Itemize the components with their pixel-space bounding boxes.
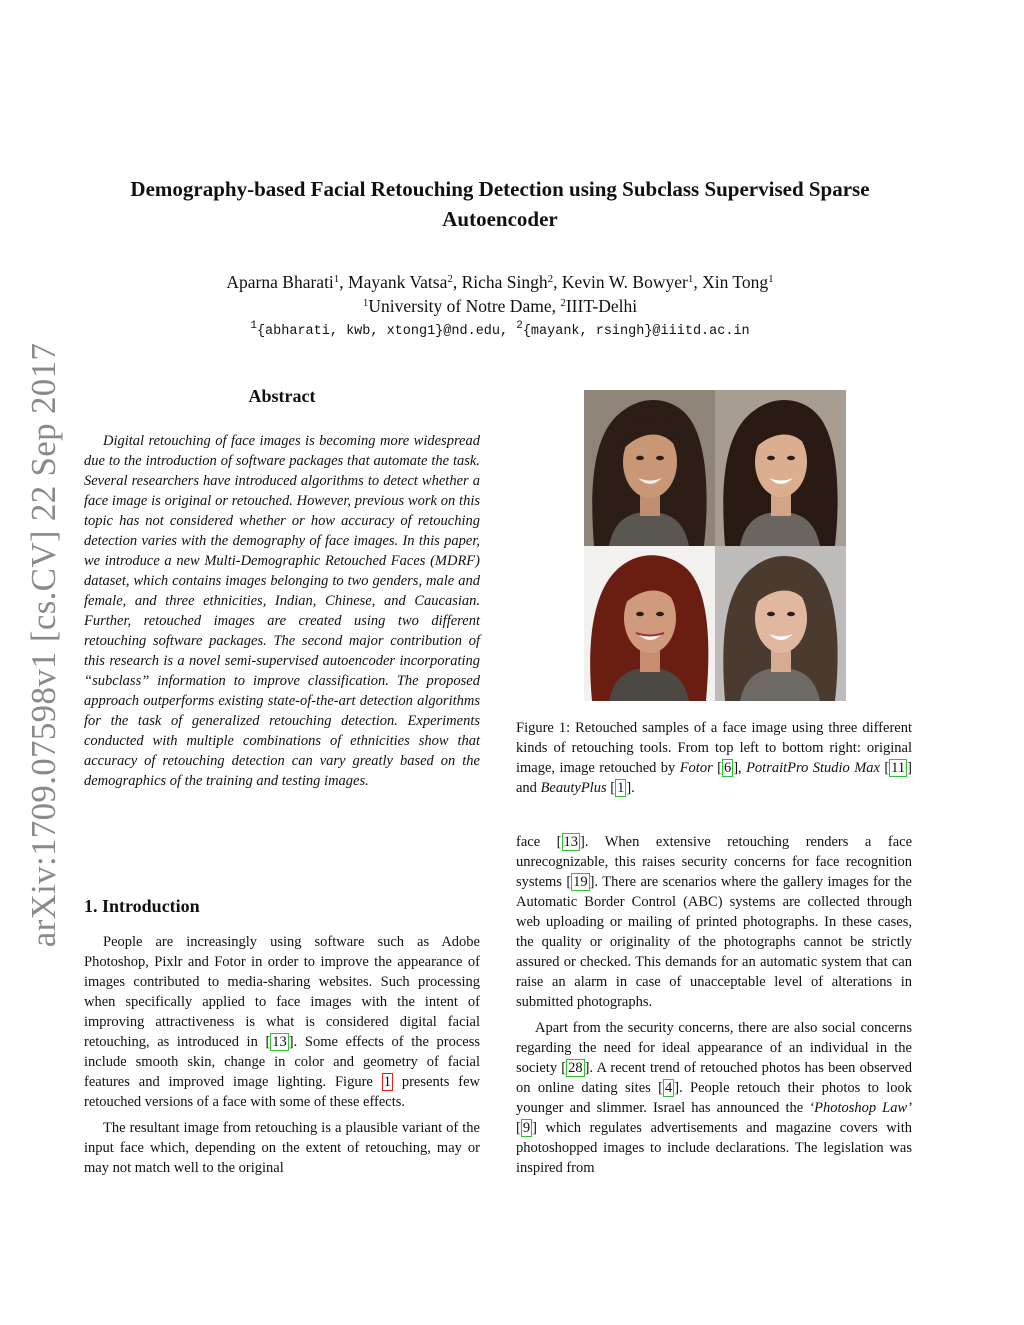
tool-name: Fotor (679, 760, 713, 776)
author-name: Mayank Vatsa (348, 272, 448, 292)
citation-link[interactable]: 19 (573, 874, 588, 890)
figure-retouched-faces (584, 390, 846, 701)
face-photo-fotor (715, 390, 846, 546)
affiliations: $^1$University of Notre Dame, $^2$IIIT-Delhi (362, 296, 638, 316)
author-block (90, 270, 910, 344)
author-affil-mark: 2 (447, 273, 453, 285)
email-mark: 2 (516, 320, 523, 332)
author-emails: $^1${abharati, kwb, xtong1}@nd.edu, $^2${mayank, rsingh}@iiitd.ac.in (250, 320, 750, 339)
citation-link[interactable]: 13 (563, 834, 579, 850)
citation-link[interactable]: 6 (723, 760, 732, 776)
abstract-text: Digital retouching of face images is becoming more widespread due to the introduction of software packages that automate the task. Several researchers have introduced algorithms to detect whether a face image is original or retouched. However, previous work on this topic has not considered whether or how accuracy of retouching detection varies with the demography of face images. In this paper, we introduce a new Multi-Demographic Retouched Faces (MDRF) dataset, which contains images belonging to two genders, male and female, and three ethnicities, Indian, Chinese, and Caucasian. Further, retouched images are created using two different retouching software packages. The second major contribution of this research is a novel semi-supervised autoencoder incorporating “subclass” information to improve classification. The proposed approach outperforms existing state-of-the-art detection algorithms for the task of generalized retouching detection. Experiments conducted with multiple combinations of ethnicities show that accuracy of retouching detection can vary greatly based on the demographics of the training and testing images. (84, 433, 480, 789)
paragraph: face [ 13 ]. When extensive retouching renders a face unrecognizable, this raises security concerns for face recognition systems [ 19 ]. There are scenarios where the gallery images for the Automatic Border Control (ABC) systems are collected through web uploading or mailing of printed photographs. In these cases, the quality or originality of the photographs cannot be strictly assured or checked. This demands for an automatic system that can raise an alarm in case of unacceptable level of alterations in submitted photographs. (516, 834, 912, 1010)
citation-link[interactable]: 4 (664, 1080, 673, 1096)
author-list: Aparna Bharati$^1$, Mayank Vatsa$^2$, Richa Singh$^2$, Kevin W. Bowyer$^1$, Xin Tong$^1$ (226, 272, 774, 292)
author-name: Richa Singh (461, 272, 548, 292)
citation-link[interactable]: 1 (617, 780, 625, 796)
law-name: ‘Photoshop Law’ (809, 1100, 912, 1116)
author-name: Kevin W. Bowyer (561, 272, 688, 292)
affil-mark: 2 (560, 297, 566, 309)
affiliation-name: IIIT-Delhi (565, 296, 638, 316)
paragraph: The resultant image from retouching is a plausible variant of the input face which, depending on the extent of retouching, may or may not match well to the original (84, 1120, 480, 1176)
email-mark: 1 (250, 320, 257, 332)
tool-name: BeautyPlus (540, 780, 607, 796)
citation-link[interactable]: 9 (522, 1120, 531, 1136)
citation-link[interactable]: 28 (568, 1060, 583, 1076)
figure-caption: Figure 1: Retouched samples of a face image using three different kinds of retouching tools. From top left to bottom right: original image, image retouched by Fotor [ 6 ], PotraitPro Studio Max [ 11 ] and BeautyPlus [ 1 ]. (516, 720, 912, 796)
author-affil-mark: 1 (333, 273, 340, 285)
author-name: Aparna Bharati (226, 272, 334, 292)
face-photo-potraitpro (584, 546, 715, 701)
section-heading-introduction: 1. Introduction (84, 896, 200, 916)
email-address: {abharati, kwb, xtong1}@nd.edu (256, 324, 500, 339)
affil-mark: 1 (362, 297, 369, 309)
author-affil-mark: 2 (547, 273, 554, 285)
face-photo-beautyplus (715, 546, 846, 701)
author-affil-mark: 1 (768, 273, 774, 285)
figure-link[interactable]: 1 (383, 1074, 391, 1090)
email-address: {mayank, rsingh}@iiitd.ac.in (522, 324, 750, 339)
right-column-body (516, 832, 912, 1184)
paragraph: Apart from the security concerns, there are also social concerns regarding the need for ideal appearance of an individual in the society [ 28 ]. A recent trend of retouched photos has been observed on online dating sites [ 4 ]. People retouch their photos to look younger and slimmer. Israel has announced the ‘Photoshop Law’ [ 9 ] which regulates advertisements and magazine covers with photoshopped images to include declarations. The legislation was inspired from (516, 1020, 912, 1176)
paper-title: Demography-based Facial Retouching Detection using Subclass Supervised Sparse Autoencoder (130, 177, 870, 231)
author-name: Xin Tong (702, 272, 769, 292)
paragraph: People are increasingly using software such as Adobe Photoshop, Pixlr and Fotor in order to improve the appearance of images contributed to media-sharing websites. Such processing when specifically applied to face images with the intent of improving attractiveness is what is considered digital facial retouching, as introduced in [ 13 ]. Some effects of the process include smooth skin, change in color and geometry of facial features and improved image lighting. Figure 1 presents few retouched versions of a face with some of these effects. (84, 934, 481, 1110)
abstract-heading: Abstract (248, 386, 316, 406)
citation-link[interactable]: 11 (891, 760, 906, 776)
author-affil-mark: 1 (687, 273, 694, 285)
arxiv-stamp: arXiv:1709.07598v1 [cs.CV] 22 Sep 2017 (24, 342, 63, 948)
affiliation-name: University of Notre Dame (368, 296, 552, 316)
tool-name: PotraitPro Studio Max (746, 760, 880, 776)
face-photo-original (584, 390, 715, 546)
citation-link[interactable]: 13 (272, 1034, 287, 1050)
left-column-body (84, 932, 480, 1184)
